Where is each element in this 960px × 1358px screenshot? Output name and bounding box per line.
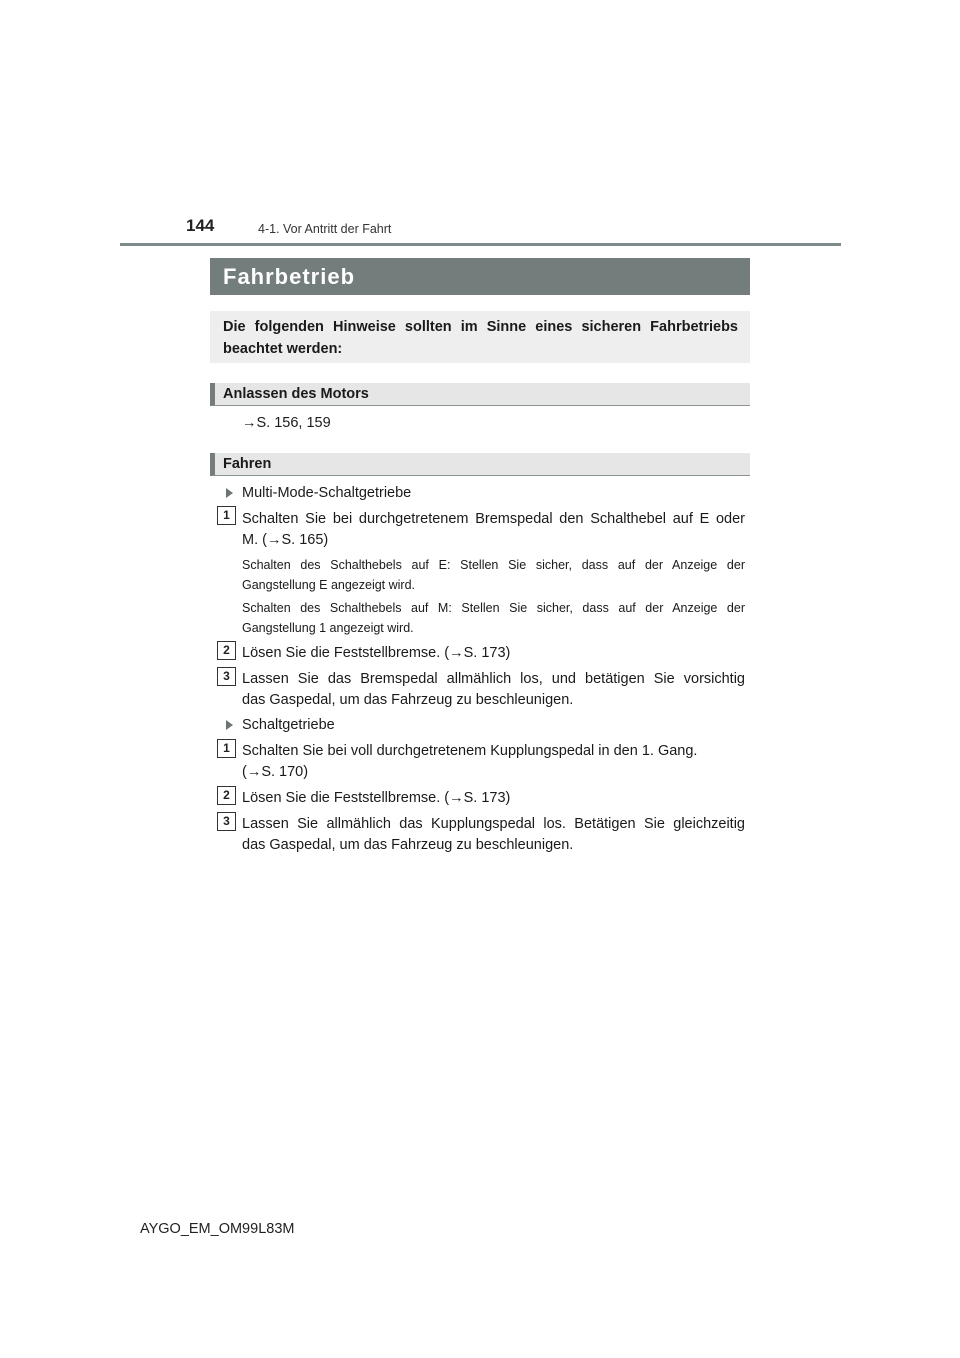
manual-step3-line1: Lassen Sie allmählich das Kupplungspedal los. Betätigen Sie gleichzeitig (242, 816, 745, 832)
multimode-note2-line1: Schalten des Schalthebels auf M: Stellen Sie sicher, dass auf der Anzeige der (242, 601, 745, 615)
manual-label: Schaltgetriebe (242, 717, 335, 733)
page-title (210, 258, 750, 295)
heading-start-engine (210, 383, 750, 406)
step-badge: 3 (217, 812, 236, 831)
multimode-step1-line1: Schalten Sie bei durchgetretenem Bremspedal den Schalthebel auf E oder (242, 511, 745, 527)
intro-box (210, 311, 750, 363)
multimode-note1-line1: Schalten des Schalthebels auf E: Stellen Sie sicher, dass auf der Anzeige der (242, 558, 745, 572)
manual-step1-line1: Schalten Sie bei voll durchgetretenem Kupplungspedal in den 1. Gang. (242, 743, 698, 759)
step-badge: 2 (217, 641, 236, 660)
intro-text: Die folgenden Hinweise sollten im Sinne eines sicheren Fahrbetriebs beachtet werden: (223, 319, 738, 357)
start-engine-reference[interactable]: →S. 156, 159 (242, 415, 331, 431)
document-code: AYGO_EM_OM99L83M (140, 1221, 295, 1237)
page-title-text: Fahrbetrieb (223, 263, 356, 289)
header-divider (120, 243, 841, 246)
section-label: 4-1. Vor Antritt der Fahrt (258, 222, 392, 236)
triangle-bullet-icon (226, 720, 233, 730)
triangle-bullet-icon (226, 488, 233, 498)
multimode-step2: Lösen Sie die Feststellbremse. (→S. 173) (242, 645, 511, 661)
heading-driving-text: Fahren (223, 456, 272, 472)
step-badge: 1 (217, 739, 236, 758)
manual-step1-line2: (→S. 170) (242, 764, 309, 780)
step-badge: 1 (217, 506, 236, 525)
multimode-label: Multi-Mode-Schaltgetriebe (242, 485, 412, 501)
manual-step3-line2: das Gaspedal, um das Fahrzeug zu beschleunigen. (242, 837, 574, 853)
step-badge: 2 (217, 786, 236, 805)
multimode-step3-line1: Lassen Sie das Bremspedal allmählich los, und betätigen Sie vorsichtig (242, 671, 745, 687)
multimode-step1-line2: M. (→S. 165) (242, 532, 329, 548)
heading-driving (210, 453, 750, 476)
step-badge: 3 (217, 667, 236, 686)
multimode-step3-line2: das Gaspedal, um das Fahrzeug zu beschleunigen. (242, 692, 574, 708)
multimode-note2-line2: Gangstellung 1 angezeigt wird. (242, 621, 414, 635)
manual-step2: Lösen Sie die Feststellbremse. (→S. 173) (242, 790, 511, 806)
page-number: 144 (186, 216, 215, 235)
multimode-note1-line2: Gangstellung E angezeigt wird. (242, 578, 416, 592)
heading-start-engine-text: Anlassen des Motors (223, 386, 369, 402)
